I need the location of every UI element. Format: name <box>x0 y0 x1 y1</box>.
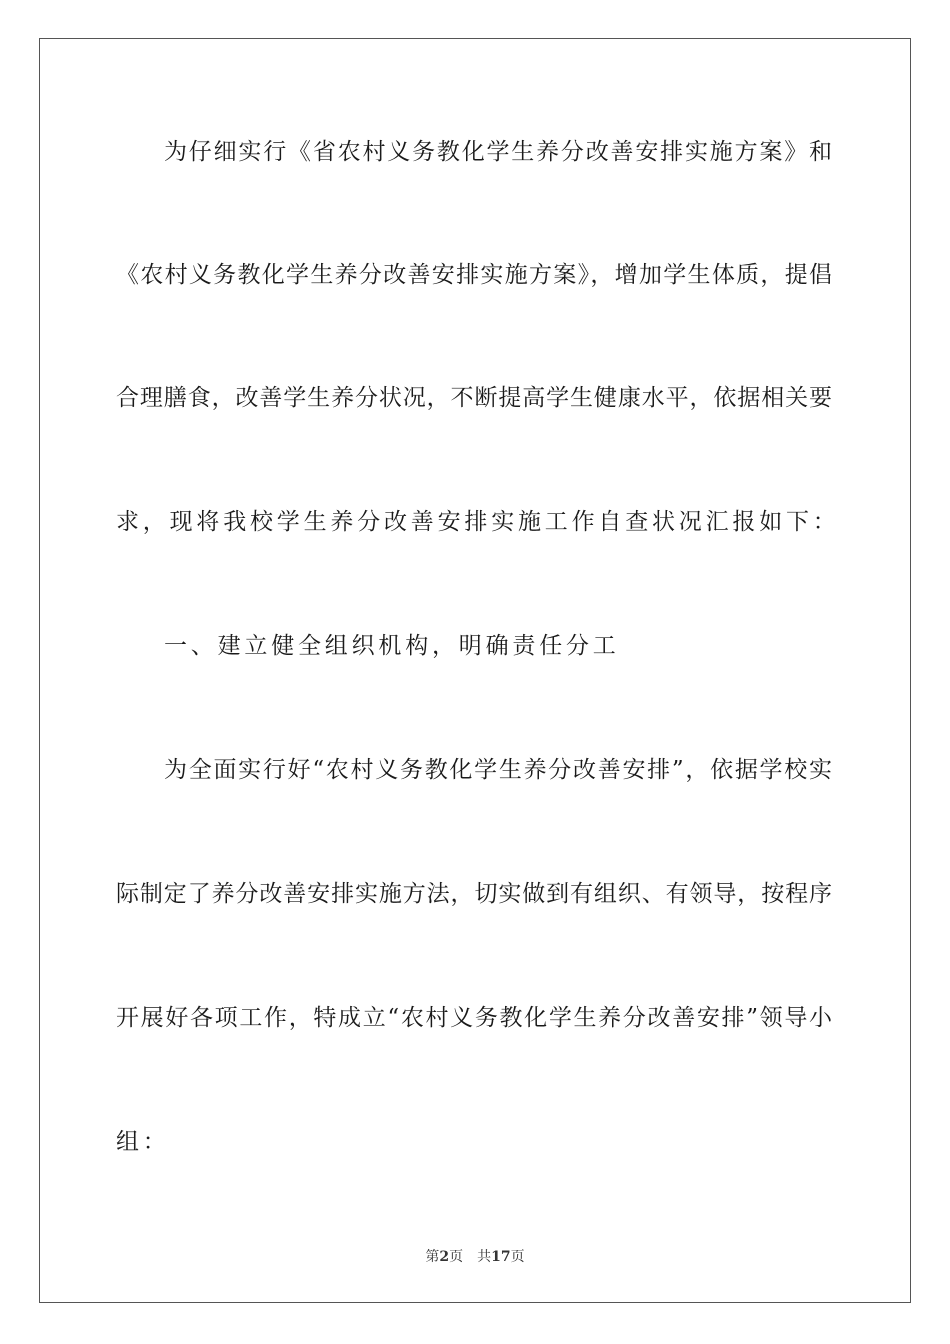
paragraph-1-line-1: 为仔细实行《省农村义务教化学生养分改善安排实施方案》和 <box>164 139 832 165</box>
page-suffix: 页 <box>449 1249 464 1265</box>
paragraph-1-line-3: 合理膳食，改善学生养分状况，不断提高学生健康水平，依据相关要 <box>116 385 832 411</box>
total-prefix: 共 <box>477 1249 492 1265</box>
paragraph-2-line-2: 际制定了养分改善安排实施方法，切实做到有组织、有领导，按程序 <box>116 881 832 907</box>
page-footer <box>0 1248 950 1266</box>
paragraph-2-line-4: 组： <box>116 1129 170 1155</box>
paragraph-1-line-4: 求，现将我校学生养分改善安排实施工作自查状况汇报如下： <box>116 509 840 535</box>
page-prefix: 第 <box>425 1249 440 1265</box>
total-suffix: 页 <box>510 1249 525 1265</box>
page-number: 2 <box>439 1249 450 1265</box>
section-heading: 一、建立健全组织机构，明确责任分工 <box>164 633 620 659</box>
total-pages: 17 <box>491 1249 511 1265</box>
paragraph-2-line-1: 为全面实行好“农村义务教化学生养分改善安排”，依据学校实 <box>164 757 832 783</box>
paragraph-2-line-3: 开展好各项工作，特成立“农村义务教化学生养分改善安排”领导小 <box>116 1005 832 1031</box>
paragraph-1-line-2: 《农村义务教化学生养分改善安排实施方案》，增加学生体质，提倡 <box>116 262 832 288</box>
page-border <box>39 38 911 1303</box>
